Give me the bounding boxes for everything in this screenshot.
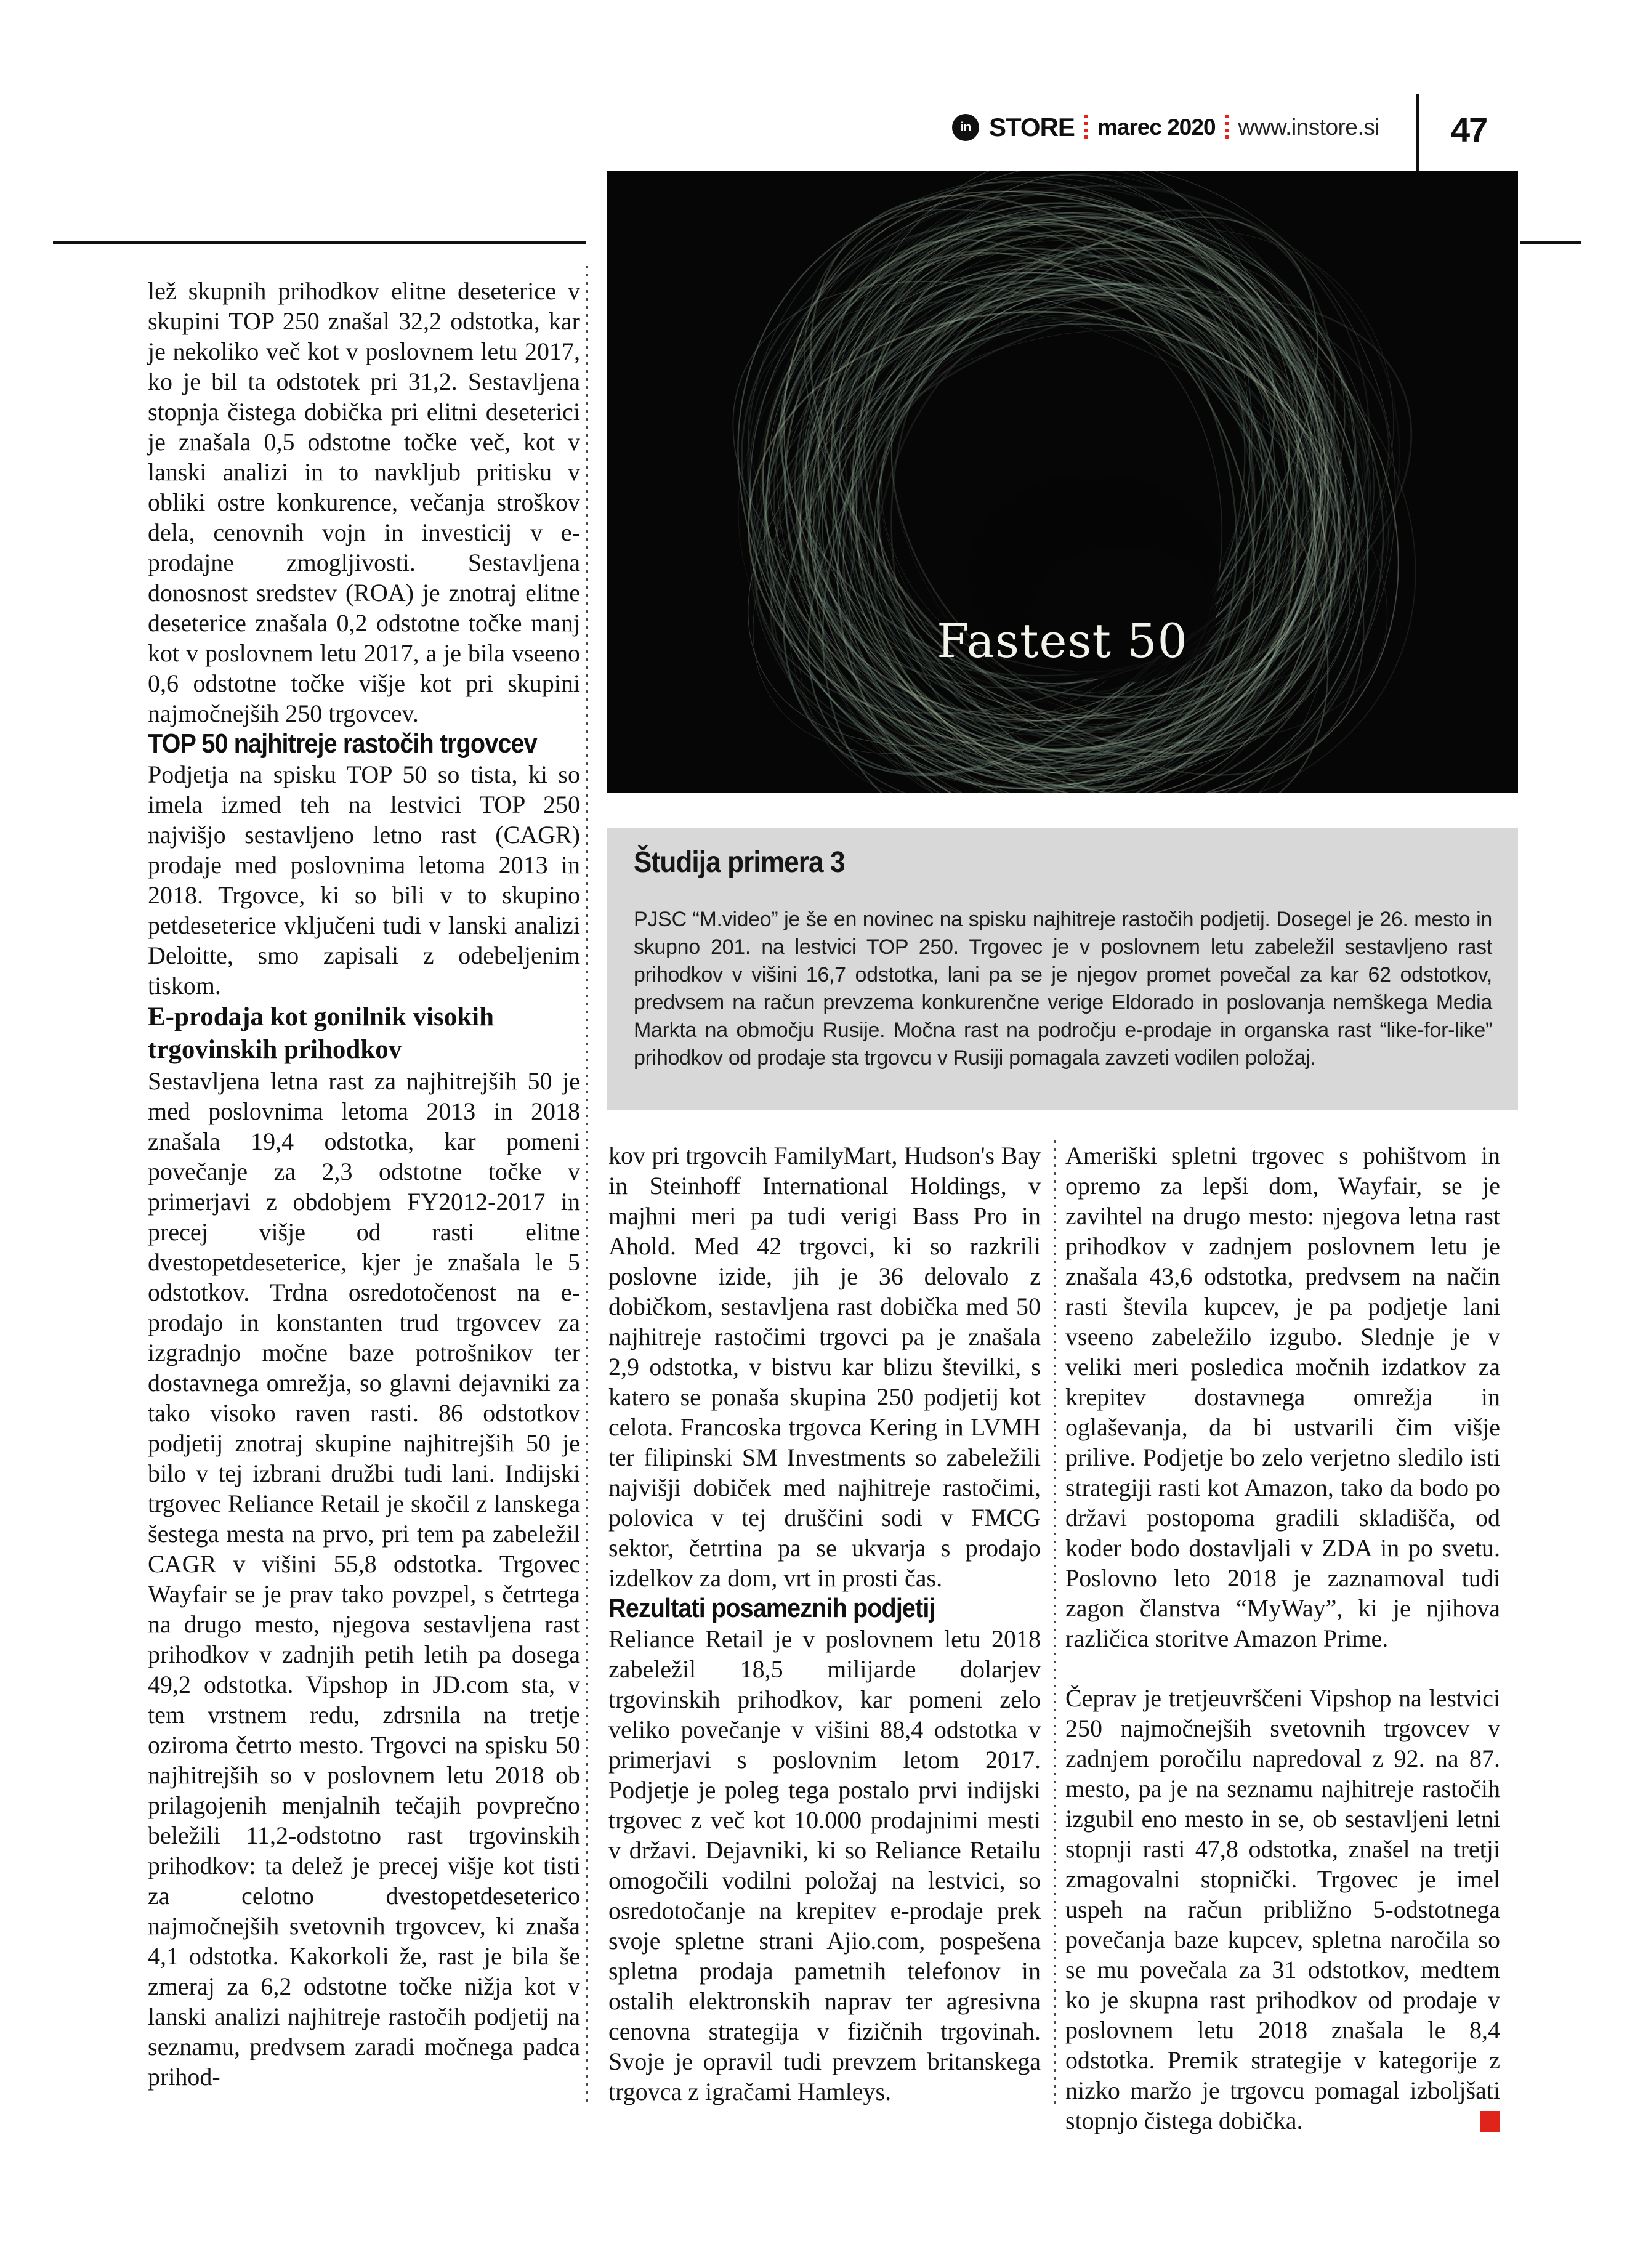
swirl-graphic [607, 171, 1518, 793]
section-heading-rezultati: Rezultati posameznih podjetij [608, 1593, 935, 1623]
website-url: www.instore.si [1238, 115, 1379, 140]
case-study-body: PJSC “M.video” je še en novinec na spisku najhitreje rastočih podjetij. Dosegel je 26. mesto in skupno 201. na lestvici TOP 250. Trgovec je v poslovnem letu zabeležil sestavljeno rast prihodkov v višini 16,7 odstotka, lani pa se je njegov promet povečal za kar 62 odstotkov, predvsem na račun prevzema konkurenčne verige Eldorado in poslovanja nemškega Media Markta na območju Rusije. Močna rast na področju e-prodaje in organska rast “like-for-like” prihodkov od prodaje sta trgovcu v Rusiji pomagala zavzeti vodilen položaj. [634, 908, 1492, 1070]
issue-date: marec 2020 [1097, 115, 1216, 140]
top-rule-line-right [1520, 241, 1581, 244]
hero-caption: Fastest 50 [937, 613, 1188, 668]
section-heading-eprodaja: E-prodaja kot gonilnik visokih trgovinskih prihodkov [148, 1003, 494, 1064]
case-study-box [607, 828, 1518, 1110]
paragraph: Ameriški spletni trgovec s pohištvom in opremo za lepši dom, Wayfair, se je zavihtel na drugo mesto: njegova letna rast prihodkov v zadnjem poslovnem letu je znašala 43,6 odstotka, predvsem na način rasti števila kupcev, je pa podjetje lani vseeno zabeležilo izgubo. Slednje je v veliki meri posledica močnih izdatkov za krepitev dostavnega omrežja in oglaševanja, da bi ustvarili čim višje prilive. Podjetje bo zelo verjetno sledilo isti strategiji rasti kot Amazon, tako da bodo po državi postopoma gradili skladišča, od koder bodo dostavljali v ZDA in po svetu. Poslovno leto 2018 je zaznamoval tudi zagon članstva “MyWay”, ki je njihova različica storitve Amazon Prime. [1065, 1142, 1500, 1652]
paragraph: kov pri trgovcih FamilyMart, Hudson's Bay in Steinhoff International Holdings, v majhni meri pa tudi verigi Bass Pro in Ahold. Med 42 trgovci, ki so razkrili poslovne izide, jih je 36 delovalo z dobičkom, sestavljena rast dobička med 50 najhitreje rastočimi trgovci pa je znašala 2,9 odstotka, v bistvu kar blizu številki, s katero se ponaša skupina 250 podjetij kot celota. Francoska trgovca Kering in LVMH ter filipinski SM Investments so zabeležili najvišji dobiček med najhitreje rastočimi, polovica v tej druščini sodi v FMCG sektor, četrtina pa se ukvarja s prodajo izdelkov za dom, vrt in prosti čas. [608, 1142, 1041, 1592]
article-end-square-icon [1480, 2111, 1500, 2132]
fastest50-hero-image [607, 171, 1518, 793]
case-study-title: Študija primera 3 [634, 846, 845, 879]
article-column-3 [1065, 1140, 1500, 2136]
instore-logo-icon: in [952, 114, 979, 141]
paragraph: Sestavljena letna rast za najhitrejših 50 je med poslovnima letoma 2013 in 2018 znašala 19,4 odstotka, kar pomeni povečanje za 2,3 odstotne točke v primerjavi z obdobjem FY2012-2017 in precej višje od rasti elitne dvestopetdeseterice, kjer je znašala le 5 odstotkov. Trdna osredotočenost na e-prodajo in konstanten trud trgovcev za izgradnjo močne baze potrošnikov ter dostavnega omrežja, so glavni dejavniki za tako visoko raven rasti. 86 odstotkov podjetij znotraj skupine najhitrejših 50 je bilo v tej izbrani družbi tudi lani. Indijski trgovec Reliance Retail je skočil z lanskega šestega mesta na prvo, pri tem pa zabeležil CAGR v višini 55,8 odstotka. Trgovec Wayfair se je prav tako povzpel, s četrtega na drugo mesto, njegova sestavljena rast prihodkov v zadnjih petih letih pa dosega 49,2 odstotka. Vipshop in JD.com sta, v tem vrstnem redu, zdrsnila na tretje oziroma četrto mesto. Trgovci na spisku 50 najhitrejših so v poslovnem letu 2018 ob prilagojenih menjalnih tečajih povprečno beležili 11,2-odstotno rast trgovinskih prihodkov: ta delež je precej višje kot tisti za celotno dvestopetdeseterico najmočnejših svetovnih trgovcev, ki znaša 4,1 odstotka. Kakorkoli že, rast je bila še zmeraj za 6,2 odstotne točke nižja kot v lanski analizi najhitreje rastočih podjetij na seznamu, predvsem zaradi močnega padca prihod- [148, 1067, 580, 2091]
paragraph: lež skupnih prihodkov elitne deseterice v skupini TOP 250 znašal 32,2 odstotka, kar je nekoliko več kot v poslovnem letu 2017, ko je bil ta odstotek pri 31,2. Sestavljena stopnja čistega dobička pri elitni deseterici je znašala 0,5 odstotne točke več, kot v lanski analizi in to navkljub pritisku v obliki ostre konkurence, večanja stroškov dela, cenovnih vojn in investicij v e-prodajne zmogljivosti. Sestavljena donosnost sredstev (ROA) je znotraj elitne deseterice znašala 0,2 odstotne točke manj kot v poslovnem letu 2017, a je bila vseeno 0,6 odstotne točke višje kot pri skupini najmočnejših 250 trgovcev. [148, 277, 580, 727]
page-number: 47 [1451, 110, 1487, 149]
logo-store-text: STORE [988, 113, 1075, 142]
column-divider-dotted [1054, 1140, 1056, 2105]
page-header [948, 113, 1379, 142]
column-divider-dotted [586, 266, 588, 2105]
paragraph: Reliance Retail je v poslovnem letu 2018 zabeležil 18,5 milijarde dolarjev trgovinskih prihodkov, kar pomeni zelo veliko povečanje v višini 88,4 odstotka v primerjavi s poslovnim letom 2017. Podjetje je poleg tega postalo prvi indijski trgovec z več kot 10.000 prodajnimi mesti v državi. Dejavniki, ki so Reliance Retailu omogočili vodilni položaj na lestvici, so osredotočanje na krepitev e-prodaje prek svoje spletne strani Ajio.com, pospešena spletna prodaja pametnih telefonov in ostalih elektronskih naprav ter agresivna cenovna strategija v fizičnih trgovinah. Svoje je opravil tudi prevzem britanskega trgovca z igračami Hamleys. [608, 1625, 1041, 2105]
article-column-2 [608, 1140, 1041, 2107]
paragraph: Podjetja na spisku TOP 50 so tista, ki so imela izmed teh na lestvici TOP 250 najvišjo sestavljeno letno rast (CAGR) prodaje med poslovnima letoma 2013 in 2018. Trgovce, ki so bili v to skupino petdeseterice vključeni tudi v lanski analizi Deloitte, smo zapisali z odebeljenim tiskom. [148, 761, 580, 999]
top-rule-line [53, 241, 586, 244]
paragraph [1065, 1683, 1500, 2136]
red-dotted-separator-icon [1225, 115, 1229, 140]
red-dotted-separator-icon [1084, 115, 1088, 140]
paragraph-text: Čeprav je tretjeuvrščeni Vipshop na lestvici 250 najmočnejših svetovnih trgovcev v zadnjem poročilu napredoval z 92. na 87. mesto, pa je na seznamu najhitreje rastočih izgubil eno mesto in se, ob sestavljeni letni stopnji rasti 47,8 odstotka, znašel na tretji zmagovalni stopnički. Trgovec je imel uspeh na račun približno 5-odstotnega povečanja baze kupcev, spletna naročila so se mu povečala za 31 odstotkov, medtem ko je skupna rast prihodkov od prodaje v poslovnem letu 2018 znašala le 8,4 odstotka. Premik strategije v kategorije z nizko maržo je trgovcu pomagal izboljšati stopnjo čistega dobička. [1065, 1684, 1500, 2134]
section-heading-top50: TOP 50 najhitreje rastočih trgovcev [148, 728, 537, 759]
article-column-1 [148, 276, 580, 2092]
